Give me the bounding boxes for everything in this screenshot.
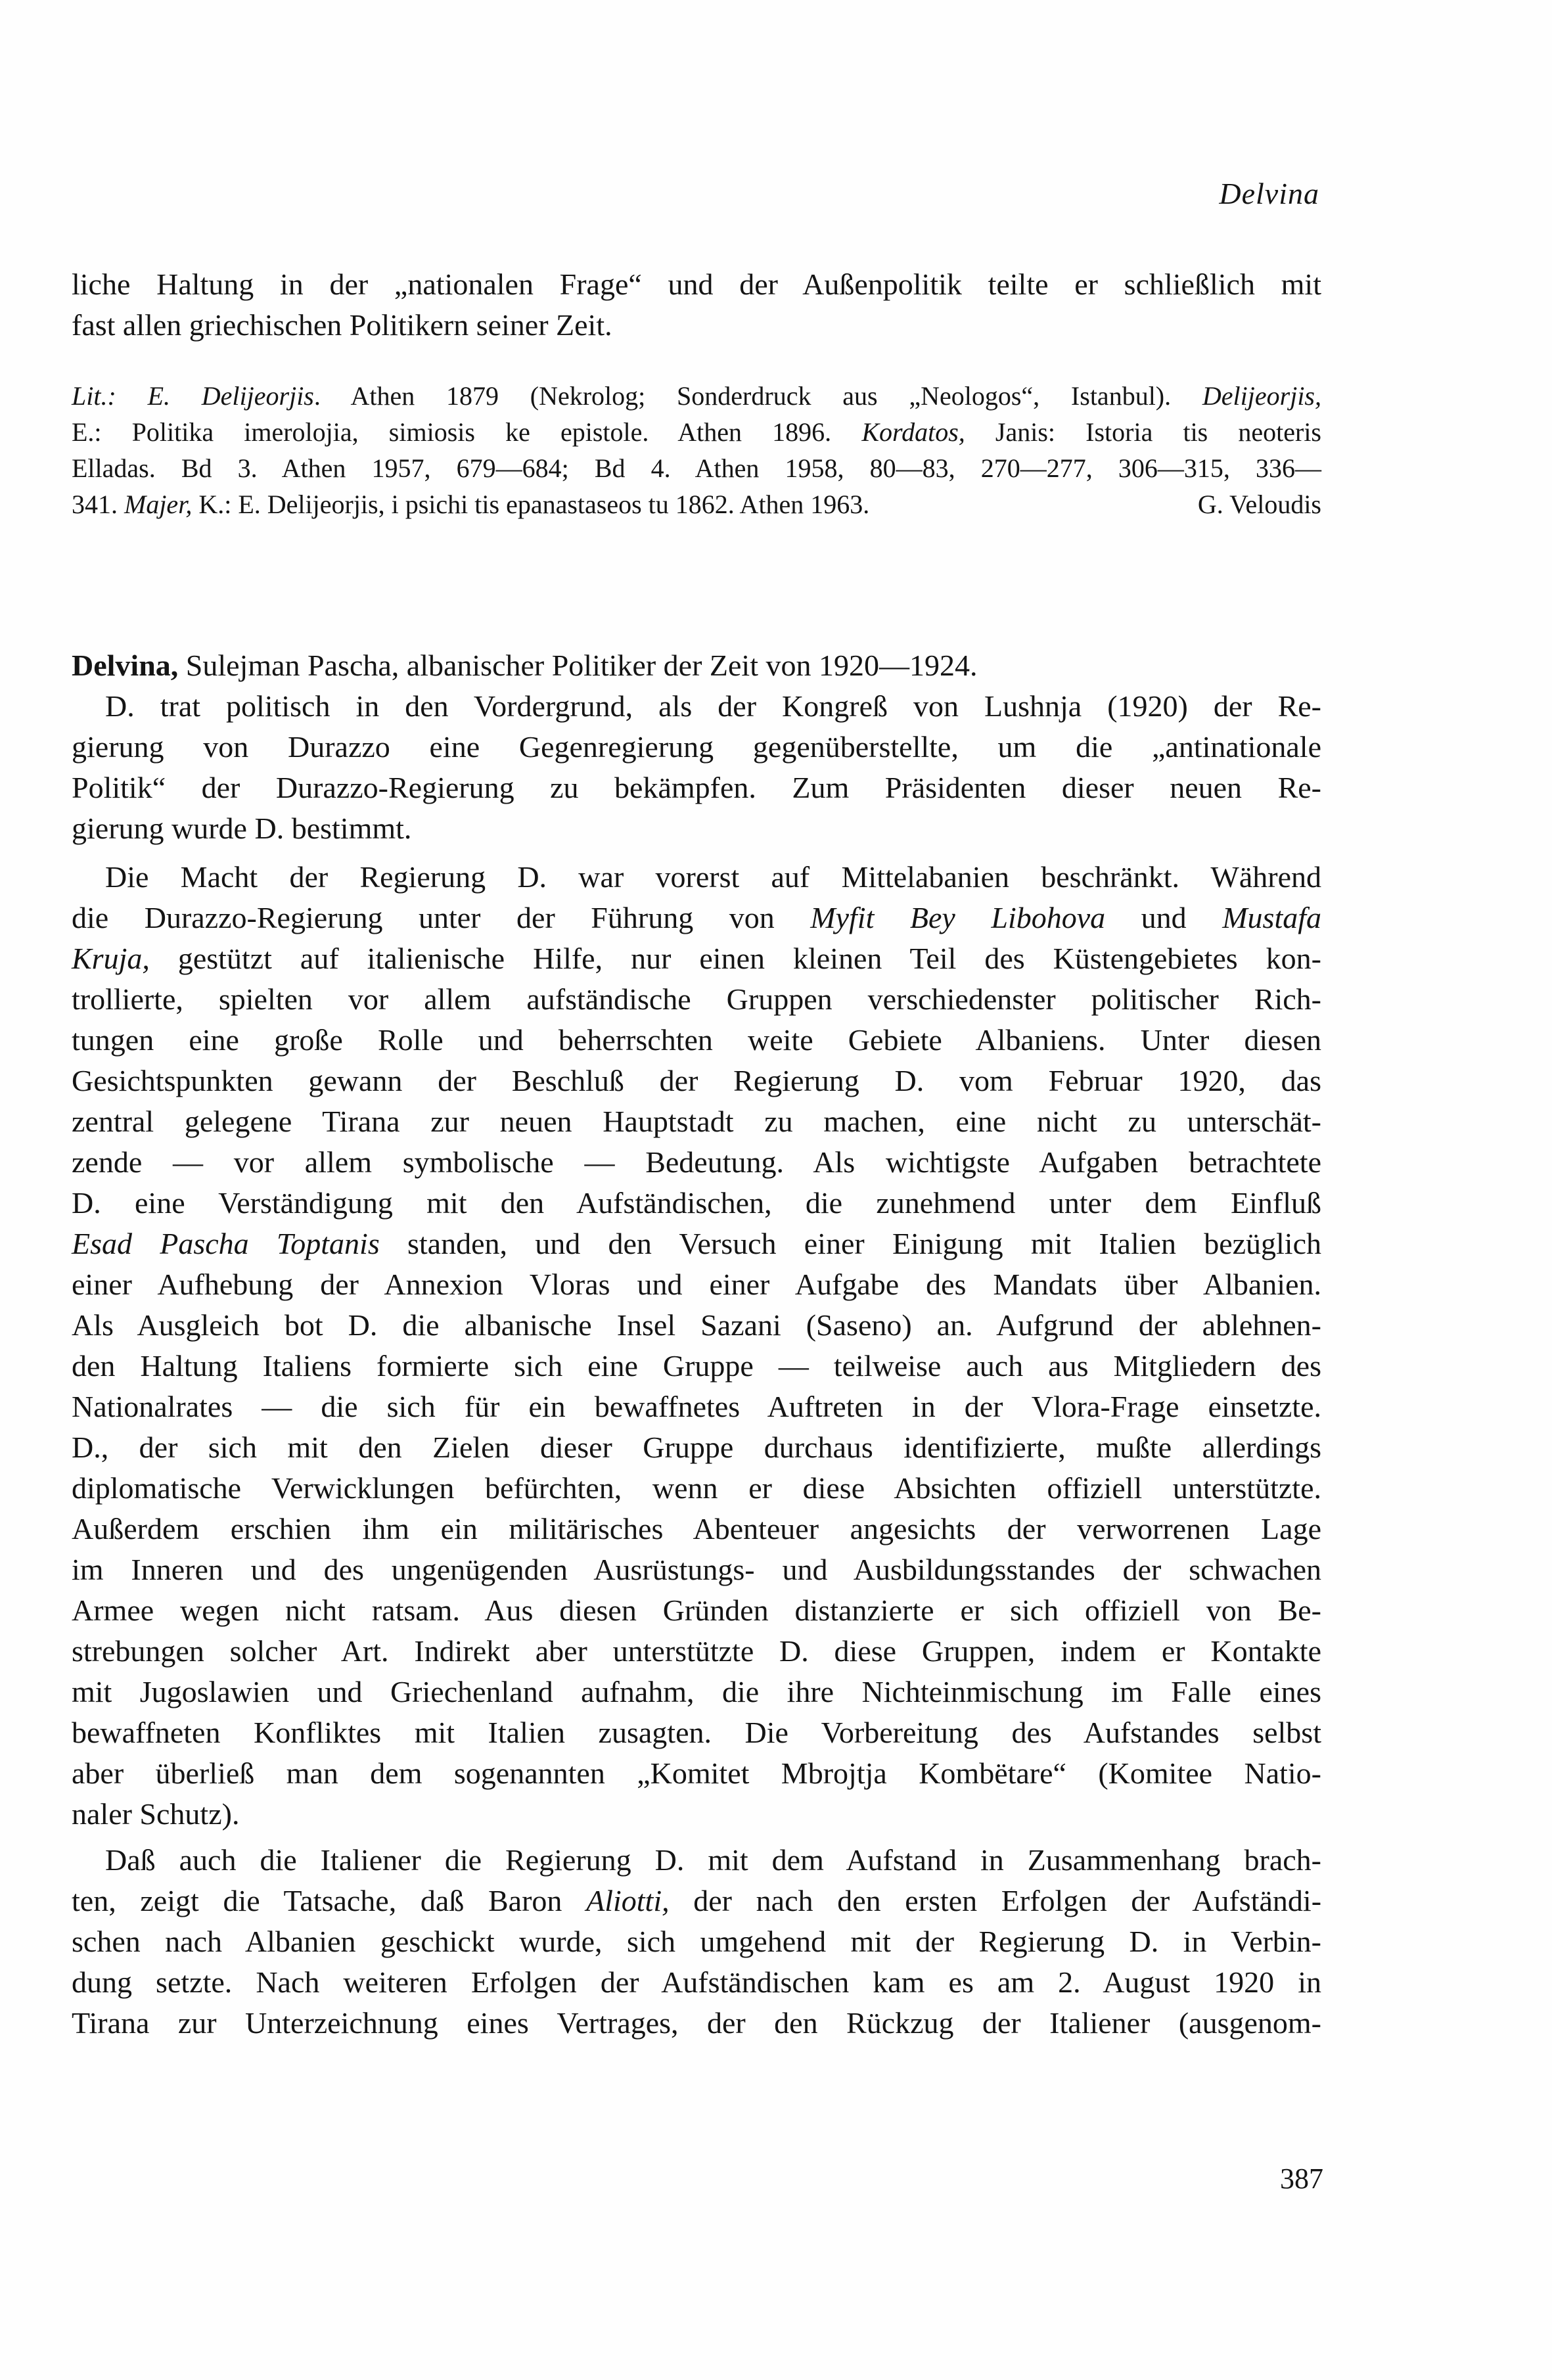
- text: naler Schutz).: [72, 1797, 240, 1831]
- italic-text: Esad Pascha Toptanis: [72, 1227, 380, 1260]
- text: der nach den ersten Erfolgen der Aufständi-: [669, 1884, 1322, 1917]
- literature-line: [72, 455, 1321, 482]
- text: Als Ausgleich bot D. die albanische Insel Sazani (Saseno) an. Aufgrund der ablehnen-: [72, 1308, 1321, 1342]
- literature-line: [72, 383, 1321, 409]
- italic-text: Kordatos,: [861, 417, 965, 447]
- text: Daß auch die Italiener die Regierung D. mit dem Aufstand in Zusammenhang brach-: [105, 1843, 1321, 1877]
- text: diplomatische Verwicklungen befürchten, wenn er diese Absichten offiziell unterstützte.: [72, 1471, 1321, 1505]
- text-line: [72, 1473, 1321, 1503]
- italic-text: Myfit Bey Libohova: [810, 901, 1106, 934]
- text-line: [72, 944, 1321, 974]
- italic-text: Aliotti,: [586, 1884, 670, 1917]
- text-line: [72, 773, 1321, 803]
- text: tungen eine große Rolle und beherrschten weite Gebiete Albaniens. Unter diesen: [72, 1023, 1321, 1057]
- text-line: [72, 1886, 1321, 1916]
- text: im Inneren und des ungenügenden Ausrüstungs- und Ausbildungsstandes der schwachen: [72, 1553, 1321, 1586]
- text: dung setzte. Nach weiteren Erfolgen der Aufständischen kam es am 2. August 1920 in: [72, 1965, 1321, 1999]
- text-line: [72, 1799, 1321, 1829]
- text-line: [72, 1351, 1321, 1381]
- text-line: [105, 691, 1321, 721]
- text-line: [72, 1595, 1321, 1626]
- text-line: [72, 1677, 1321, 1707]
- text-line: [72, 1758, 1321, 1789]
- text: ten, zeigt die Tatsache, daß Baron: [72, 1884, 587, 1917]
- text: schen nach Albanien geschickt wurde, sich umgehend mit der Regierung D. in Verbin-: [72, 1925, 1321, 1958]
- text: Janis: Istoria tis neoteris: [965, 417, 1322, 447]
- text-line: [72, 651, 1321, 681]
- text-line: [72, 310, 1321, 340]
- author-signature: G. Veloudis: [1197, 490, 1321, 519]
- text-line: [72, 1392, 1321, 1422]
- text-line: [72, 1432, 1321, 1463]
- text: einer Aufhebung der Annexion Vloras und einer Aufgabe des Mandats über Albanien.: [72, 1268, 1321, 1301]
- text: D. eine Verständigung mit den Aufständischen, die zunehmend unter dem Einfluß: [72, 1186, 1321, 1220]
- text: fast allen griechischen Politikern seiner Zeit.: [72, 308, 612, 342]
- text-line: [72, 1310, 1321, 1340]
- text: E.: Politika imerolojia, simiosis ke epistole. Athen 1896.: [72, 417, 862, 447]
- text: gierung von Durazzo eine Gegenregierung gegenüberstellte, um die „antinationale: [72, 730, 1321, 764]
- text-line: [72, 1555, 1321, 1585]
- text-line: [72, 1927, 1321, 1957]
- text-line: [72, 1636, 1321, 1666]
- text: aber überließ man dem sogenannten „Komitet Mbrojtja Kombëtare“ (Komitee Natio-: [72, 1756, 1321, 1790]
- text: standen, und den Versuch einer Einigung mit Italien bezüglich: [379, 1227, 1322, 1260]
- text-line: [105, 862, 1321, 892]
- text: Die Macht der Regierung D. war vorerst auf Mittelabanien beschränkt. Während: [105, 860, 1321, 894]
- text: Gesichtspunkten gewann der Beschluß der Regierung D. vom Februar 1920, das: [72, 1064, 1321, 1097]
- text: strebungen solcher Art. Indirekt aber unterstützte D. diese Gruppen, indem er Kontakte: [72, 1634, 1321, 1668]
- italic-text: Majer,: [124, 490, 193, 519]
- text: D. trat politisch in den Vordergrund, als der Kongreß von Lushnja (1920) der Re-: [105, 689, 1321, 723]
- text: liche Haltung in der „nationalen Frage“ und der Außenpolitik teilte er schließlich mit: [72, 267, 1321, 301]
- text-line: [72, 1514, 1321, 1544]
- text: 341.: [72, 490, 124, 519]
- text: bewaffneten Konfliktes mit Italien zusagten. Die Vorbereitung des Aufstandes selbst: [72, 1716, 1321, 1749]
- page-number: 387: [1280, 2163, 1323, 2195]
- text: zentral gelegene Tirana zur neuen Hauptstadt zu machen, eine nicht zu unterschät-: [72, 1105, 1321, 1138]
- text-line: [72, 269, 1321, 300]
- text-line: [72, 903, 1321, 933]
- text: Sulejman Pascha, albanischer Politiker der Zeit von 1920—1924.: [178, 649, 978, 682]
- text-line: [105, 1845, 1321, 1875]
- text: . Athen 1879 (Nekrolog; Sonderdruck aus „Neologos“, Istanbul).: [313, 381, 1202, 411]
- text: und: [1105, 901, 1223, 934]
- text-line: [72, 1107, 1321, 1137]
- text-line: [72, 732, 1321, 762]
- text-line: [72, 1718, 1321, 1748]
- text: die Durazzo-Regierung unter der Führung von: [72, 901, 811, 934]
- literature-line: [72, 419, 1321, 446]
- text-line: [72, 1229, 1321, 1259]
- text-line: [72, 1025, 1321, 1055]
- text-line: [72, 813, 1321, 844]
- literature-line: [72, 492, 1321, 518]
- italic-text: Delijeorjis,: [1202, 381, 1321, 411]
- text: gierung wurde D. bestimmt.: [72, 812, 412, 845]
- text: Nationalrates — die sich für ein bewaffnetes Auftreten in der Vlora-Frage einsetzte.: [72, 1390, 1321, 1423]
- running-head: Delvina: [1219, 177, 1319, 210]
- text-line: [72, 2008, 1321, 2038]
- headword: Delvina,: [72, 649, 179, 682]
- text: Außerdem erschien ihm ein militärisches Abenteuer angesichts der verworrenen Lage: [72, 1512, 1321, 1545]
- text: trollierte, spielten vor allem aufständische Gruppen verschiedenster politischer Rich-: [72, 982, 1321, 1016]
- text-line: [72, 1270, 1321, 1300]
- text: den Haltung Italiens formierte sich eine Gruppe — teilweise auch aus Mitgliedern des: [72, 1349, 1321, 1383]
- text: Politik“ der Durazzo-Regierung zu bekämpfen. Zum Präsidenten dieser neuen Re-: [72, 771, 1321, 804]
- text: Tirana zur Unterzeichnung eines Vertrages, der den Rückzug der Italiener (ausgenom-: [72, 2006, 1321, 2040]
- italic-text: Kruja,: [72, 942, 150, 975]
- text: gestützt auf italienische Hilfe, nur einen kleinen Teil des Küstengebietes kon-: [149, 942, 1321, 975]
- text: zende — vor allem symbolische — Bedeutung. Als wichtigste Aufgaben betrachtete: [72, 1145, 1321, 1179]
- text: K.: E. Delijeorjis, i psichi tis epanastaseos tu 1862. Athen 1963.: [192, 490, 870, 519]
- text-line: [72, 1967, 1321, 1998]
- text: Elladas. Bd 3. Athen 1957, 679—684; Bd 4. Athen 1958, 80—83, 270—277, 306—315, 336—: [72, 453, 1321, 483]
- text: Armee wegen nicht ratsam. Aus diesen Gründen distanzierte er sich offiziell von Be-: [72, 1593, 1321, 1627]
- text: mit Jugoslawien und Griechenland aufnahm, die ihre Nichteinmischung im Falle eines: [72, 1675, 1321, 1708]
- italic-text: Mustafa: [1222, 901, 1321, 934]
- text-line: [72, 984, 1321, 1015]
- text-line: [72, 1188, 1321, 1218]
- text-line: [72, 1066, 1321, 1096]
- text-line: [72, 1147, 1321, 1178]
- text: D., der sich mit den Zielen dieser Gruppe durchaus identifizierte, mußte allerdings: [72, 1430, 1321, 1464]
- italic-text: Lit.: E. Delijeorjis: [72, 381, 314, 411]
